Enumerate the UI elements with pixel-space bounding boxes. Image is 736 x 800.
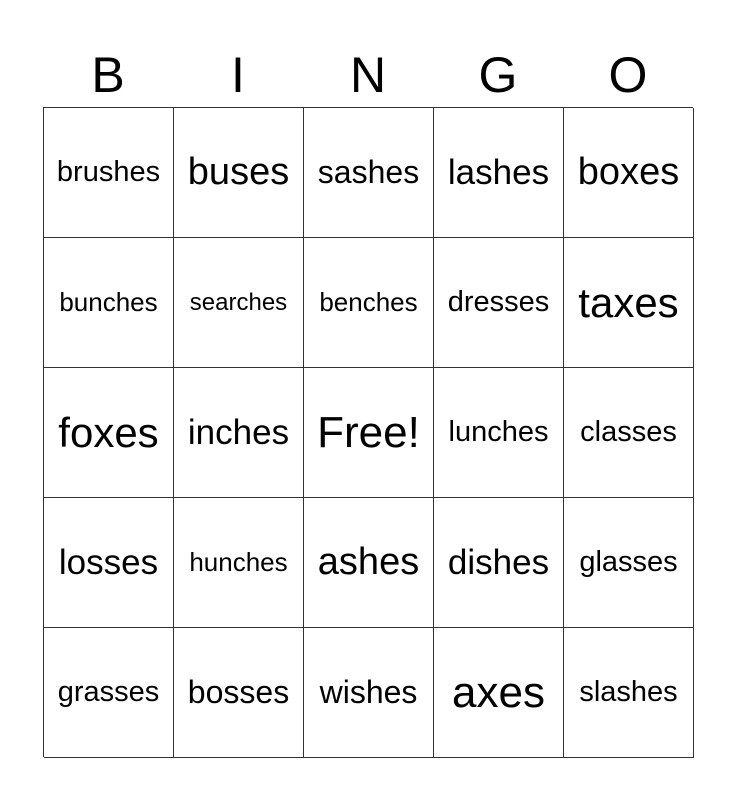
bingo-cell: taxes [564, 238, 694, 368]
bingo-cell: classes [564, 368, 694, 498]
bingo-header [43, 44, 693, 106]
bingo-cell: glasses [564, 498, 694, 628]
bingo-cell: wishes [304, 628, 434, 758]
bingo-cell: bunches [44, 238, 174, 368]
bingo-cell: searches [174, 238, 304, 368]
bingo-card-grid [43, 107, 693, 757]
bingo-cell: axes [434, 628, 564, 758]
bingo-cell: grasses [44, 628, 174, 758]
bingo-cell: buses [174, 108, 304, 238]
bingo-cell: hunches [174, 498, 304, 628]
bingo-cell: lunches [434, 368, 564, 498]
bingo-cell: dresses [434, 238, 564, 368]
bingo-cell: losses [44, 498, 174, 628]
header-letter-b: B [91, 47, 125, 103]
header-letter-n: N [349, 47, 387, 103]
bingo-cell: slashes [564, 628, 694, 758]
bingo-cell: bosses [174, 628, 304, 758]
header-letter-g: G [478, 47, 518, 103]
bingo-cell: sashes [304, 108, 434, 238]
bingo-cell: foxes [44, 368, 174, 498]
bingo-cell: benches [304, 238, 434, 368]
bingo-cell: lashes [434, 108, 564, 238]
bingo-cell: dishes [434, 498, 564, 628]
bingo-cell: inches [174, 368, 304, 498]
bingo-cell: ashes [304, 498, 434, 628]
bingo-cell: boxes [564, 108, 694, 238]
header-letter-o: O [608, 47, 648, 103]
header-letter-i: I [231, 47, 245, 103]
bingo-cell: brushes [44, 108, 174, 238]
bingo-free-space: Free! [304, 368, 434, 498]
